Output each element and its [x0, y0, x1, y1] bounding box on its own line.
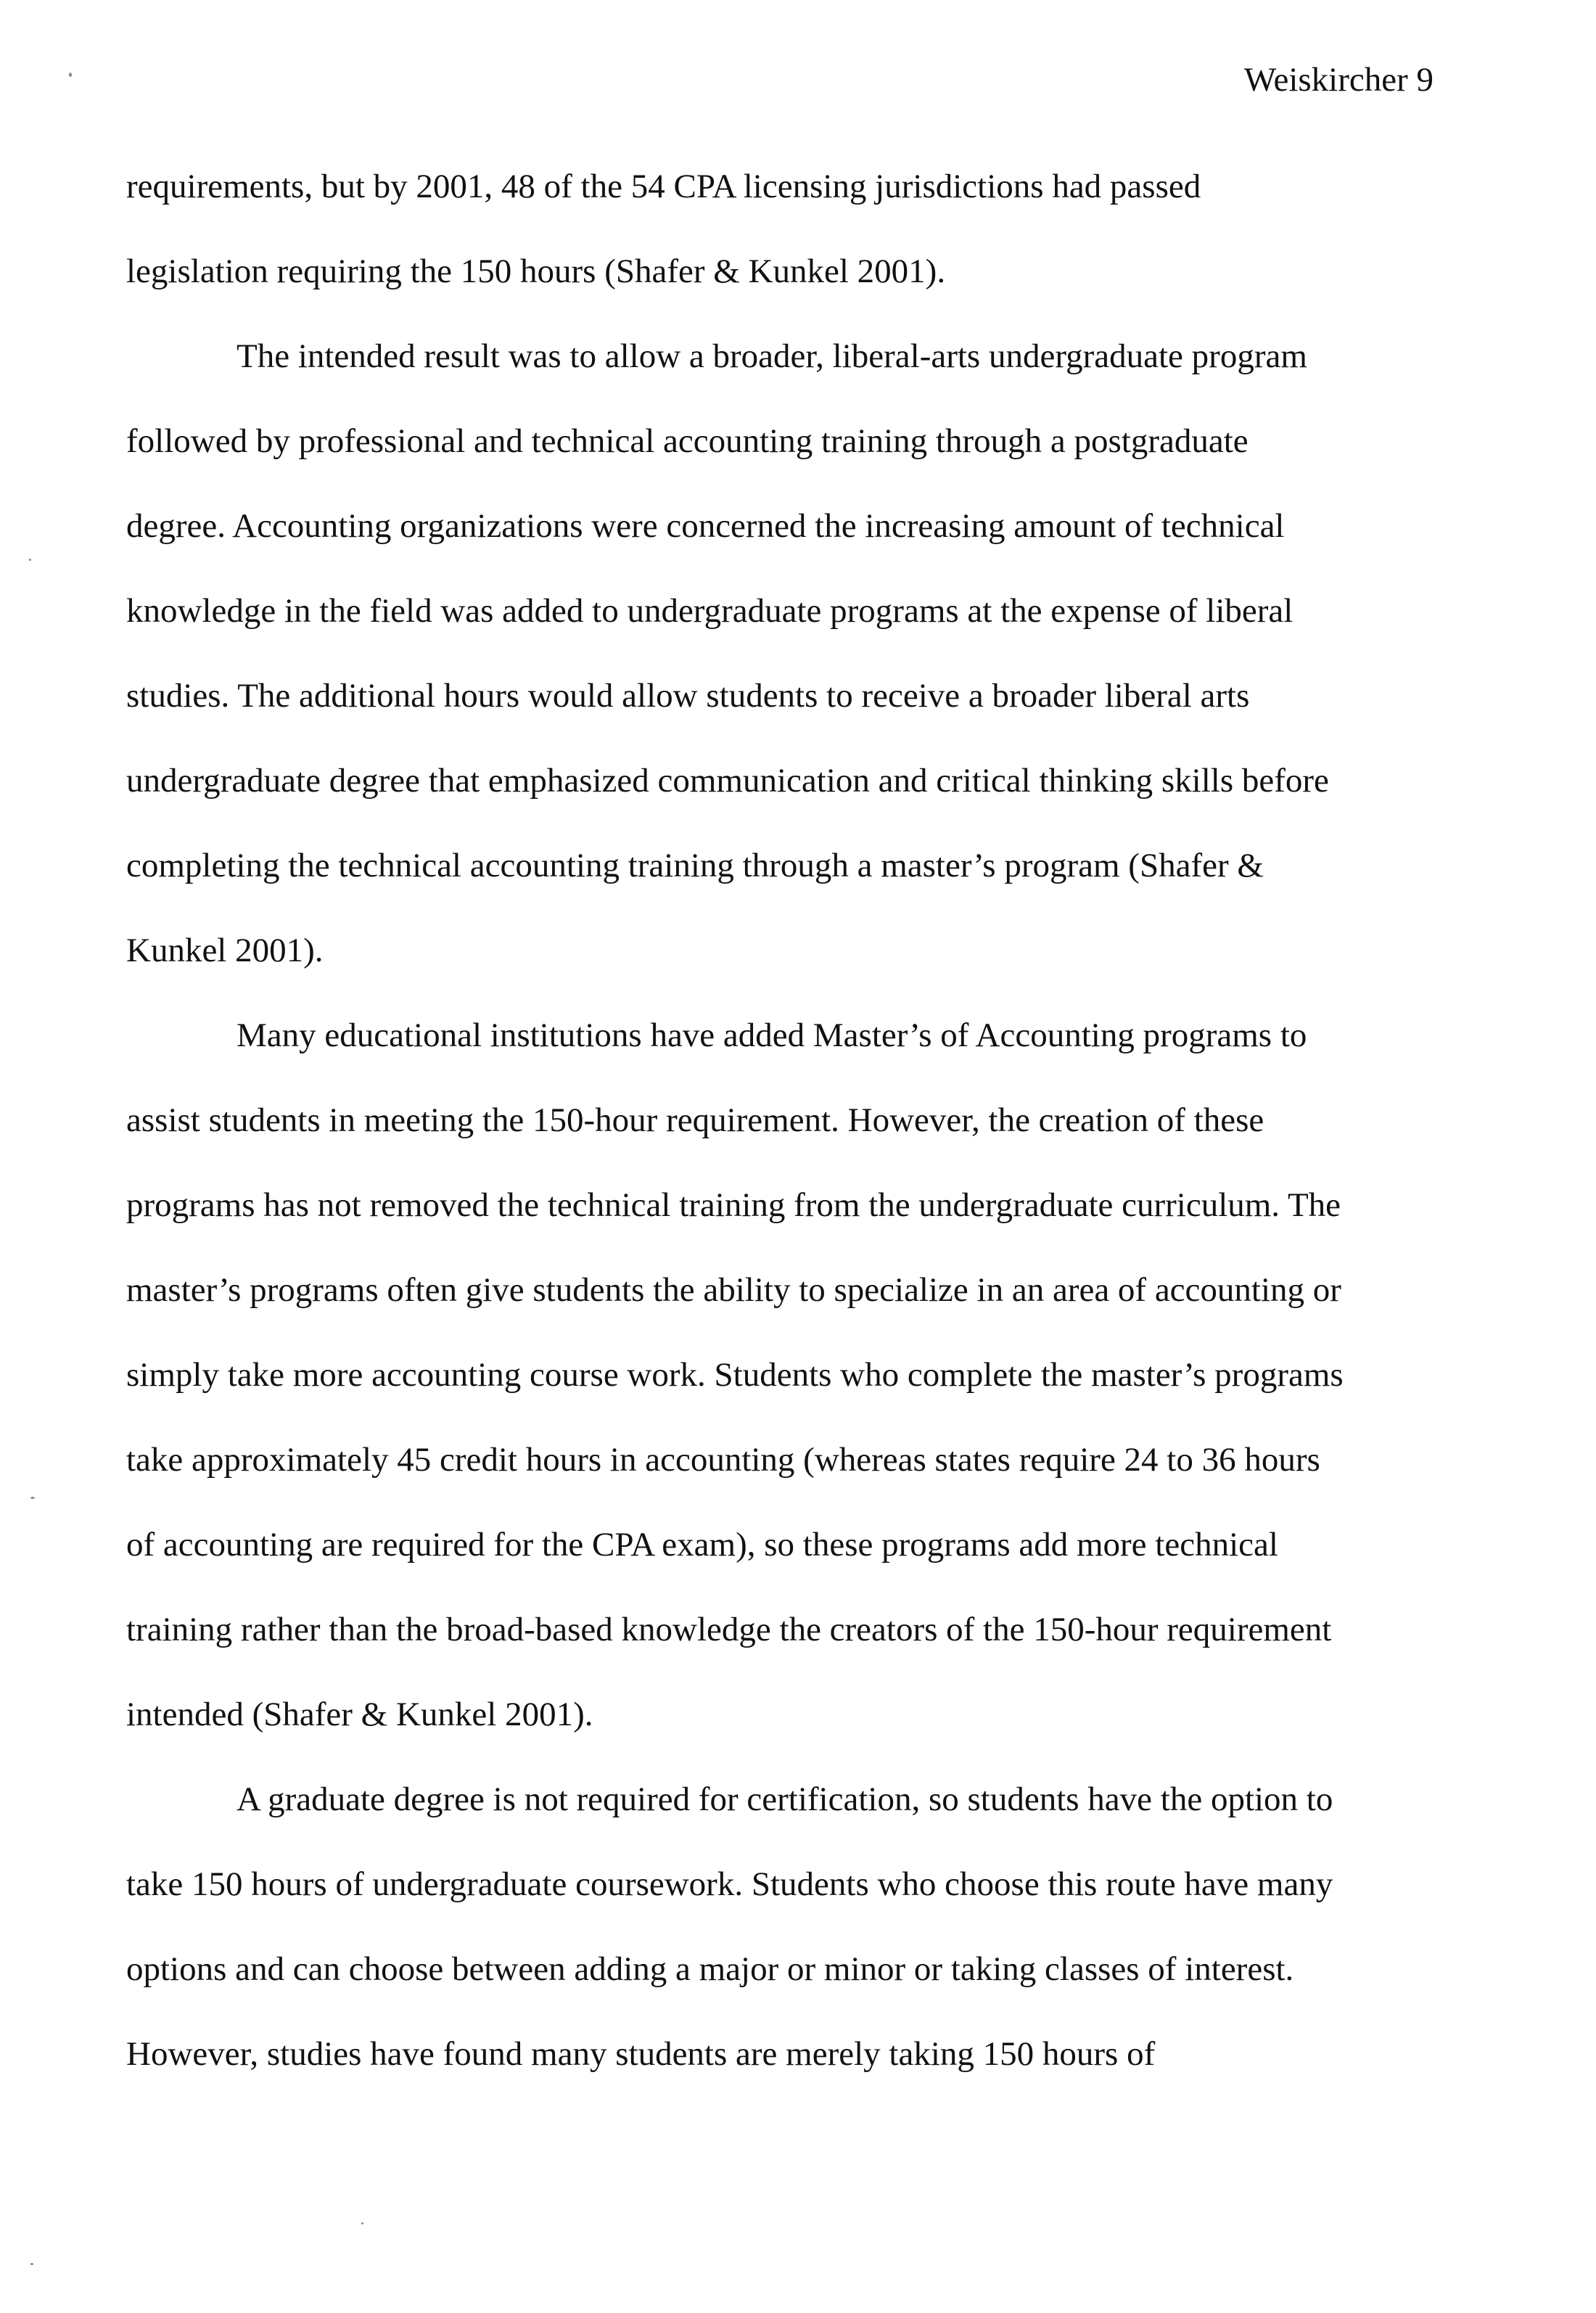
scan-speck — [361, 2222, 363, 2224]
text-line: options and can choose between adding a major or minor or taking classes of interest. — [126, 1950, 1294, 1988]
text-line: programs has not removed the technical training from the undergraduate curriculum. The — [126, 1186, 1341, 1224]
text-line: legislation requiring the 150 hours (Shafer & Kunkel 2001). — [126, 252, 946, 290]
text-line: intended (Shafer & Kunkel 2001). — [126, 1696, 593, 1733]
text-line: followed by professional and technical accounting training through a postgraduate — [126, 422, 1249, 460]
text-line: Kunkel 2001). — [126, 932, 324, 969]
scan-speck — [69, 73, 72, 77]
text-line: assist students in meeting the 150-hour requirement. However, the creation of these — [126, 1101, 1264, 1139]
text-line: completing the technical accounting training through a master’s program (Shafer & — [126, 847, 1264, 884]
text-line: master’s programs often give students the ability to specialize in an area of accounting or — [126, 1271, 1341, 1309]
running-head: Weiskircher 9 — [1243, 61, 1433, 99]
text-line: take 150 hours of undergraduate coursework. Students who choose this route have many — [126, 1865, 1333, 1903]
text-line: studies. The additional hours would allow students to receive a broader liberal arts — [126, 677, 1250, 715]
paragraph-first-line: Many educational institutions have added Master’s of Accounting programs to — [236, 1016, 1307, 1054]
text-line: undergraduate degree that emphasized communication and critical thinking skills before — [126, 762, 1329, 800]
text-line: However, studies have found many students are merely taking 150 hours of — [126, 2035, 1156, 2073]
text-line: degree. Accounting organizations were concerned the increasing amount of technical — [126, 507, 1285, 545]
text-line: simply take more accounting course work. Students who complete the master’s programs — [126, 1356, 1344, 1394]
text-line: requirements, but by 2001, 48 of the 54 CPA licensing jurisdictions had passed — [126, 168, 1201, 205]
paragraph-first-line: The intended result was to allow a broader, liberal-arts undergraduate program — [236, 337, 1307, 375]
text-line: knowledge in the field was added to undergraduate programs at the expense of liberal — [126, 592, 1293, 630]
scan-speck — [29, 559, 31, 561]
text-line: of accounting are required for the CPA exam), so these programs add more technical — [126, 1526, 1278, 1564]
scan-speck — [30, 1497, 35, 1499]
paragraph-first-line: A graduate degree is not required for certification, so students have the option to — [236, 1780, 1333, 1818]
text-line: take approximately 45 credit hours in accounting (whereas states require 24 to 36 hours — [126, 1441, 1320, 1479]
text-line: training rather than the broad-based knowledge the creators of the 150-hour requirement — [126, 1611, 1332, 1648]
scan-speck — [30, 2263, 33, 2265]
body-text — [126, 165, 1454, 2117]
